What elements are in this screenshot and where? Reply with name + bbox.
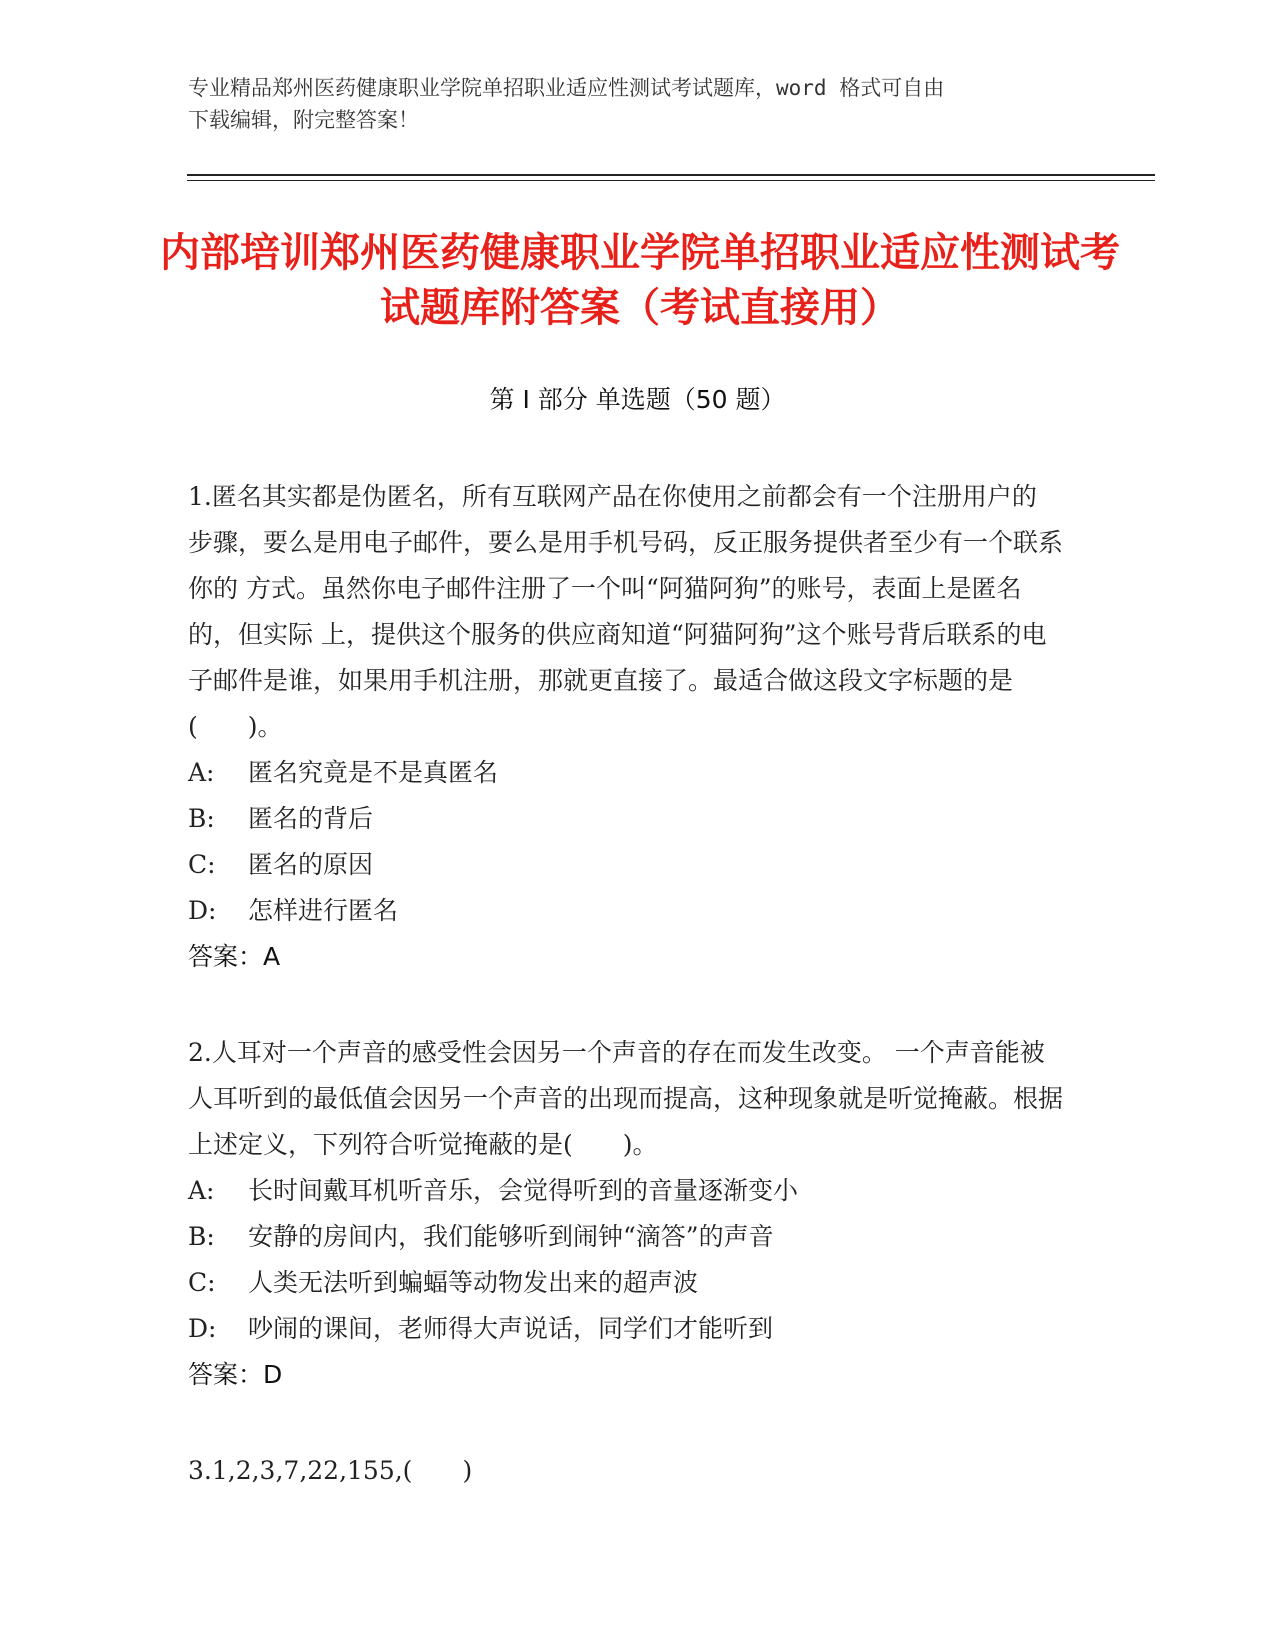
option-letter: B: — [188, 1222, 215, 1251]
option-text: 人类无法听到蝙蝠等动物发出来的超声波 — [248, 1268, 699, 1297]
question-2 — [188, 1030, 1068, 1398]
option-a — [188, 750, 1068, 796]
question-1 — [188, 474, 1068, 980]
header-rule-thick — [187, 174, 1155, 176]
answer-line: 答案：D — [188, 1360, 283, 1389]
option-text: 怎样进行匿名 — [248, 896, 399, 925]
document-title: 内部培训郑州医药健康职业学院单招职业适应性测试考试题库附答案（考试直接用） — [160, 230, 1120, 331]
option-letter: C: — [188, 850, 216, 879]
section-heading: 第 I 部分 单选题（50 题） — [489, 385, 786, 414]
option-c — [188, 1260, 1068, 1306]
question-stem: 2.人耳对一个声音的感受性会因另一个声音的存在而发生改变。 一个声音能被人耳听到的最低值会因另一个声音的出现而提高，这种现象就是听觉掩蔽。根据上述定义，下列符合听觉掩蔽的是( )。 — [188, 1038, 1064, 1159]
option-d — [188, 1306, 1068, 1352]
option-b — [188, 1214, 1068, 1260]
answer-line: 答案：A — [188, 942, 281, 971]
option-a — [188, 1168, 1068, 1214]
option-b — [188, 796, 1068, 842]
option-letter: B: — [188, 804, 215, 833]
option-letter: A: — [188, 758, 215, 787]
option-c — [188, 842, 1068, 888]
option-letter: D: — [188, 896, 217, 925]
option-text: 安静的房间内，我们能够听到闹钟“滴答”的声音 — [248, 1222, 774, 1251]
option-text: 匿名究竟是不是真匿名 — [248, 758, 499, 787]
question-stem: 1.匿名其实都是伪匿名，所有互联网产品在你使用之前都会有一个注册用户的 步骤，要么是用电子邮件，要么是用手机号码，反正服务提供者至少有一个联系你的 方式。虽然你电子邮件注册了一个叫“阿猫阿狗”的账号，表面上是匿名的，但实际 上，提供这个服务的供应商知道“阿猫阿狗”这个账号背后联系的电子邮件是谁，如果用手机注册，那就更直接了。最适合做这段文字标题的是( )。 — [188, 482, 1064, 741]
question-list — [188, 474, 1068, 1544]
option-letter: D: — [188, 1314, 217, 1343]
option-text: 匿名的原因 — [248, 850, 374, 879]
question-stem: 3.1,2,3,7,22,155,( ) — [188, 1456, 473, 1485]
header-rule-thin — [187, 180, 1155, 181]
option-text: 吵闹的课间，老师得大声说话，同学们才能听到 — [248, 1314, 774, 1343]
option-d — [188, 888, 1068, 934]
header-note: 专业精品郑州医药健康职业学院单招职业适应性测试考试题库，word 格式可自由 下载编辑，附完整答案！ — [188, 76, 945, 132]
option-letter: A: — [188, 1176, 215, 1205]
option-text: 匿名的背后 — [248, 804, 374, 833]
option-letter: C: — [188, 1268, 216, 1297]
option-text: 长时间戴耳机听音乐，会觉得听到的音量逐渐变小 — [248, 1176, 799, 1205]
question-3 — [188, 1448, 1068, 1494]
